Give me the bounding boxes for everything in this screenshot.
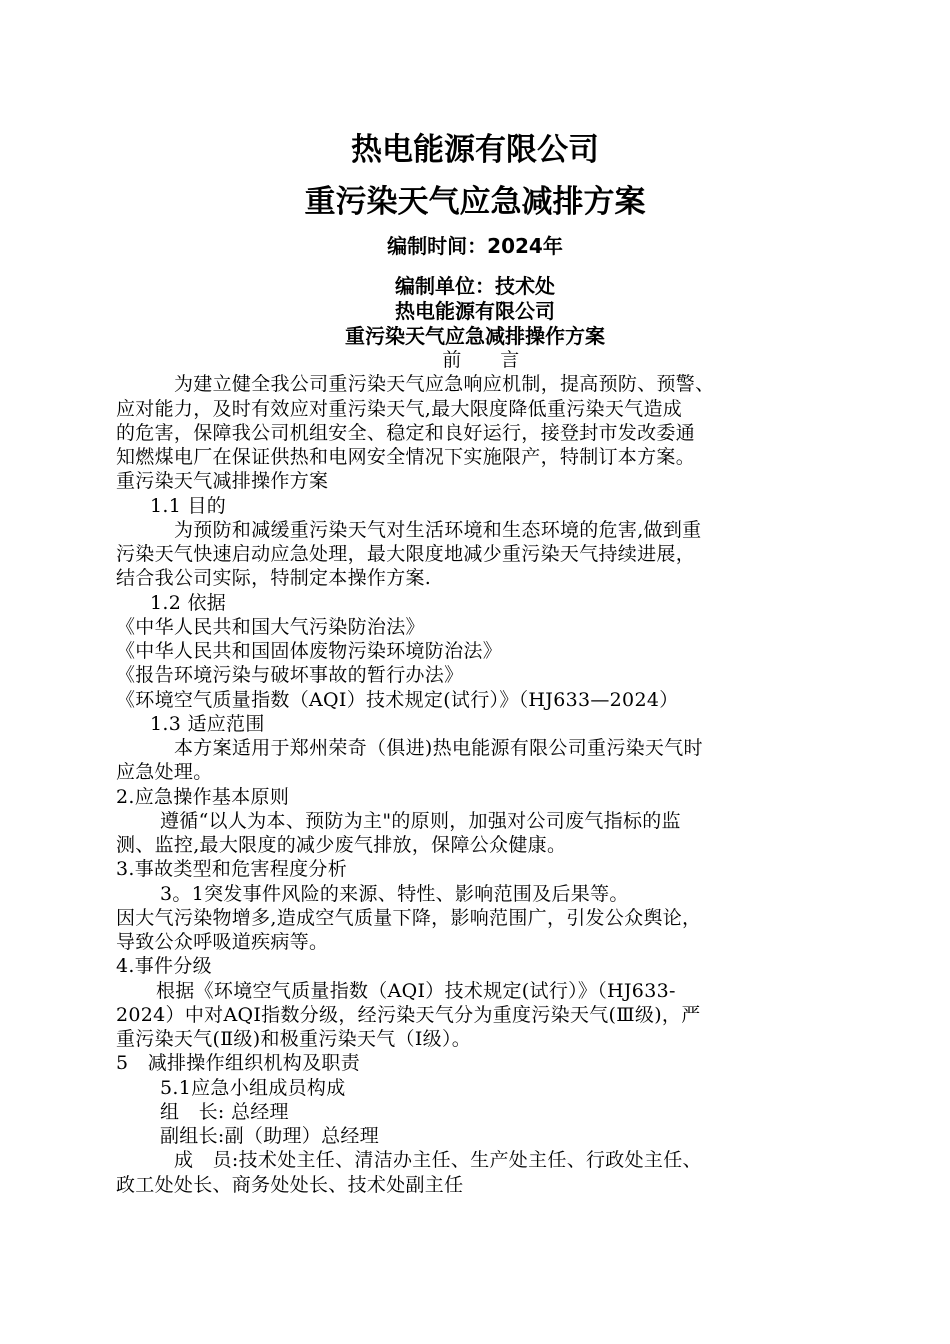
paragraph-line: 知燃煤电厂在保证供热和电网安全情况下实施限产，特制订本方案。 [116,446,696,468]
member-leader: 组 长: 总经理 [160,1100,289,1123]
sub-company: 热电能源有限公司 [395,299,555,323]
law-item: 《环境空气质量指数（AQI）技术规定(试行）》（HJ633—2024） [116,688,679,711]
section-heading: 1.1 目的 [150,494,227,517]
plan-title: 重污染天气应急减排方案 [304,184,646,220]
section-heading: 1.3 适应范围 [150,712,265,735]
member-list: 成 员:技术处主任、清洁办主任、生产处主任、行政处主任、 [174,1149,702,1172]
member-list: 政工处处长、商务处处长、技术处副主任 [116,1173,464,1196]
section-heading: 3.事故类型和危害程度分析 [116,858,348,881]
paragraph-line: 的危害，保障我公司机组安全、稳定和良好运行，接登封市发改委通 [116,421,696,444]
company-title: 热电能源有限公司 [351,132,599,168]
subsection-heading: 5.1应急小组成员构成 [160,1076,346,1099]
paragraph-line: 重污染天气(Ⅱ级)和极重污染天气（Ⅰ级）。 [116,1028,472,1050]
law-item: 《中华人民共和国大气污染防治法》 [116,615,425,638]
sub-title: 重污染天气应急减排操作方案 [345,324,605,348]
paragraph-line: 遵循“以人为本、预防为主"的原则，加强对公司废气指标的监 [160,809,681,832]
paragraph-line: 为建立健全我公司重污染天气应急响应机制，提高预防、预警、 [174,373,715,396]
document-body [116,348,846,1197]
section-heading: 5 减排操作组织机构及职责 [116,1052,360,1075]
compile-unit: 编制单位：技术处 [395,274,555,298]
paragraph-line: 本方案适用于郑州荣奇（俱进)热电能源有限公司重污染天气时 [174,737,703,759]
paragraph-line: 导致公众呼吸道疾病等。 [116,931,329,953]
paragraph-line: 应急处理。 [116,761,213,784]
member-deputy: 副组长:副（助理）总经理 [160,1125,380,1147]
paragraph-line: 2024）中对AQI指数分级，经污染天气分为重度污染天气(Ⅲ级)，严 [116,1003,701,1026]
paragraph-line: 为预防和减缓重污染天气对生活环境和生态环境的危害,做到重 [174,518,702,541]
paragraph-line: 测、监控,最大限度的减少废气排放，保障公众健康。 [116,834,567,856]
section-heading: 2.应急操作基本原则 [116,785,290,808]
section-heading: 4.事件分级 [116,955,212,978]
paragraph-line: 应对能力，及时有效应对重污染天气,最大限度降低重污染天气造成 [116,397,683,420]
subsection-heading: 3。1突发事件风险的来源、特性、影响范围及后果等。 [160,882,629,905]
section-heading: 1.2 依据 [150,591,227,614]
law-item: 《报告环境污染与破坏事故的暂行办法》 [116,664,464,687]
section-heading: 重污染天气减排操作方案 [116,470,329,493]
paragraph-line: 结合我公司实际，特制定本操作方案. [116,567,432,590]
paragraph-line: 根据《环境空气质量指数（AQI）技术规定(试行）》（HJ633- [156,979,676,1002]
law-item: 《中华人民共和国固体废物污染环境防治法》 [116,640,503,662]
paragraph-line: 因大气污染物增多,造成空气质量下降，影响范围广，引发公众舆论， [116,906,702,929]
paragraph-line: 污染天气快速启动应急处理，最大限度地减少重污染天气持续进展， [116,543,696,565]
preface-heading: 前 言 [442,349,520,371]
compile-time: 编制时间：2024年 [387,234,563,258]
